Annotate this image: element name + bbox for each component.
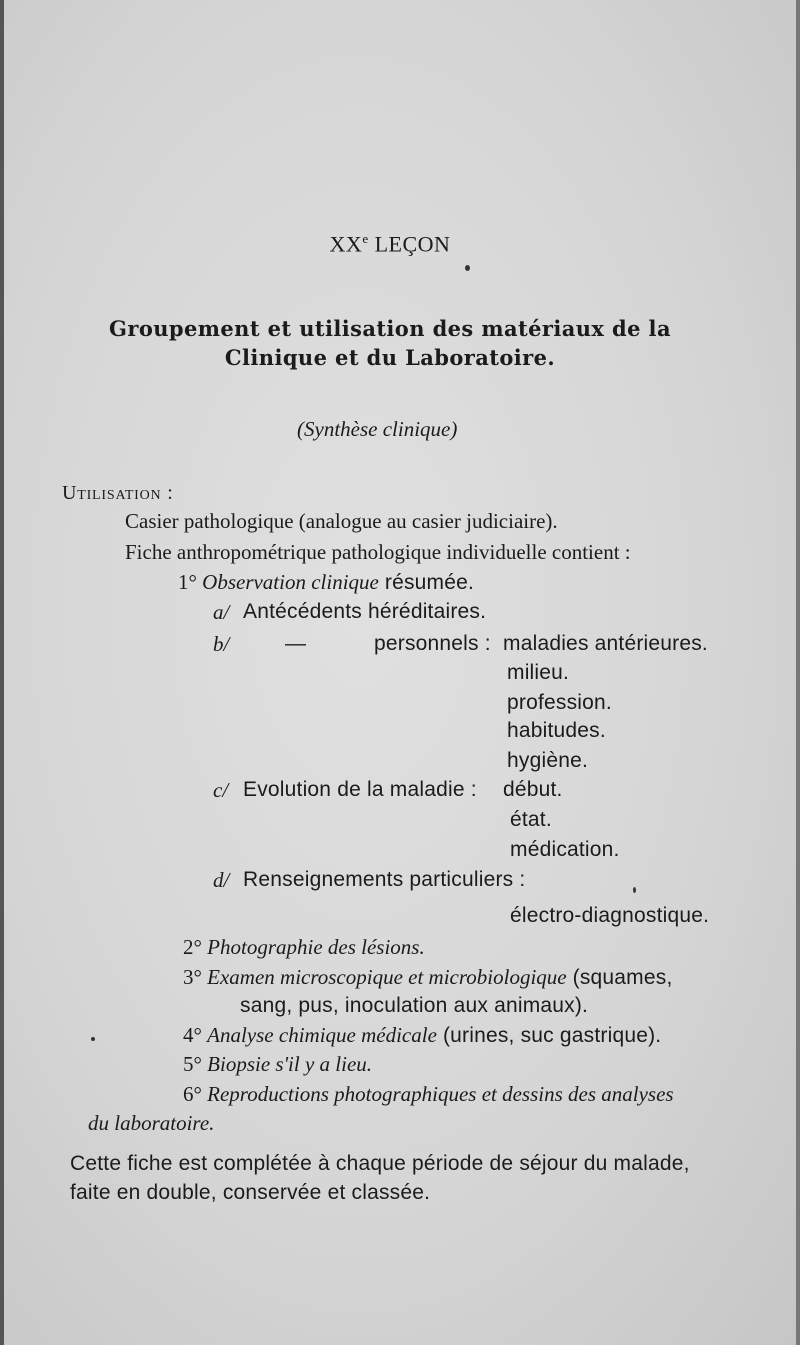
chapter-title-line-1: Groupement et utilisation des matériaux de la (109, 316, 671, 341)
item-1-rest: résumée. (378, 571, 475, 594)
sub-b-item: hygiène. (507, 749, 588, 772)
lesson-word: LEÇON (368, 231, 451, 257)
item-3-label: Examen microscopique et microbiologique (207, 965, 567, 989)
sub-c-item: médication. (510, 838, 620, 861)
closing-line-2: faite en double, conservée et classée. (70, 1181, 431, 1204)
item-1-number: 1° (178, 570, 197, 594)
item-2 (183, 934, 425, 960)
sub-d-label: Renseignements particuliers : (243, 868, 526, 891)
section-label-utilisation: Utilisation : (62, 482, 174, 504)
sub-d-letter: d/ (213, 868, 230, 892)
ink-speck (465, 265, 470, 271)
item-2-number: 2° (183, 935, 202, 959)
intro-line-1: Casier pathologique (analogue au casier judiciaire). (125, 509, 558, 533)
sub-a-letter: a/ (213, 600, 230, 624)
item-3-rest: (squames, (566, 966, 673, 989)
ink-speck (91, 1037, 95, 1041)
sub-b-letter: b/ (213, 632, 230, 656)
sub-b-item: profession. (507, 691, 612, 714)
page-left-edge (0, 0, 4, 1345)
sub-b-item: milieu. (507, 661, 570, 684)
closing-line-1: Cette fiche est complétée à chaque période de séjour du malade, (70, 1152, 690, 1175)
item-1-label: Observation clinique (202, 570, 379, 594)
item-5-number: 5° (183, 1052, 202, 1076)
sub-b-item: habitudes. (507, 719, 606, 742)
sub-b-dash: — (285, 632, 307, 655)
chapter-subtitle: (Synthèse clinique) (297, 417, 458, 441)
item-3-number: 3° (183, 965, 202, 989)
item-5 (183, 1051, 372, 1077)
item-6-continuation: du laboratoire. (88, 1111, 215, 1135)
item-5-label: Biopsie s'il y a lieu. (207, 1052, 373, 1076)
lesson-heading (0, 231, 780, 257)
item-4-label: Analyse chimique médicale (207, 1023, 437, 1047)
item-6-number: 6° (183, 1082, 202, 1106)
item-3 (183, 964, 672, 991)
sub-d-extra: électro-diagnostique. (510, 904, 710, 927)
lesson-number-suffix: e (362, 231, 369, 246)
item-4-number: 4° (183, 1023, 202, 1047)
sub-b-first: maladies antérieures. (503, 632, 708, 655)
sub-c-first: début. (503, 778, 563, 801)
sub-c-label: Evolution de la maladie : (243, 778, 477, 801)
lesson-number: XX (329, 231, 363, 257)
chapter-title-line-2: Clinique et du Laboratoire. (224, 345, 556, 370)
page-right-edge (796, 0, 800, 1345)
item-3-continuation: sang, pus, inoculation aux animaux). (240, 994, 589, 1017)
item-4-rest: (urines, suc gastrique). (436, 1024, 662, 1047)
item-4 (183, 1022, 661, 1049)
sub-b-label: personnels : (374, 632, 491, 655)
sub-a-text: Antécédents héréditaires. (243, 600, 487, 623)
intro-line-2: Fiche anthropométrique pathologique individuelle contient : (125, 540, 631, 564)
item-1 (178, 569, 474, 596)
sub-c-item: état. (510, 808, 552, 831)
item-6-label: Reproductions photographiques et dessins des analyses (207, 1082, 674, 1106)
item-2-label: Photographie des lésions. (207, 935, 425, 959)
item-6 (183, 1081, 674, 1107)
ink-speck (633, 887, 636, 893)
sub-c-letter: c/ (213, 778, 229, 802)
